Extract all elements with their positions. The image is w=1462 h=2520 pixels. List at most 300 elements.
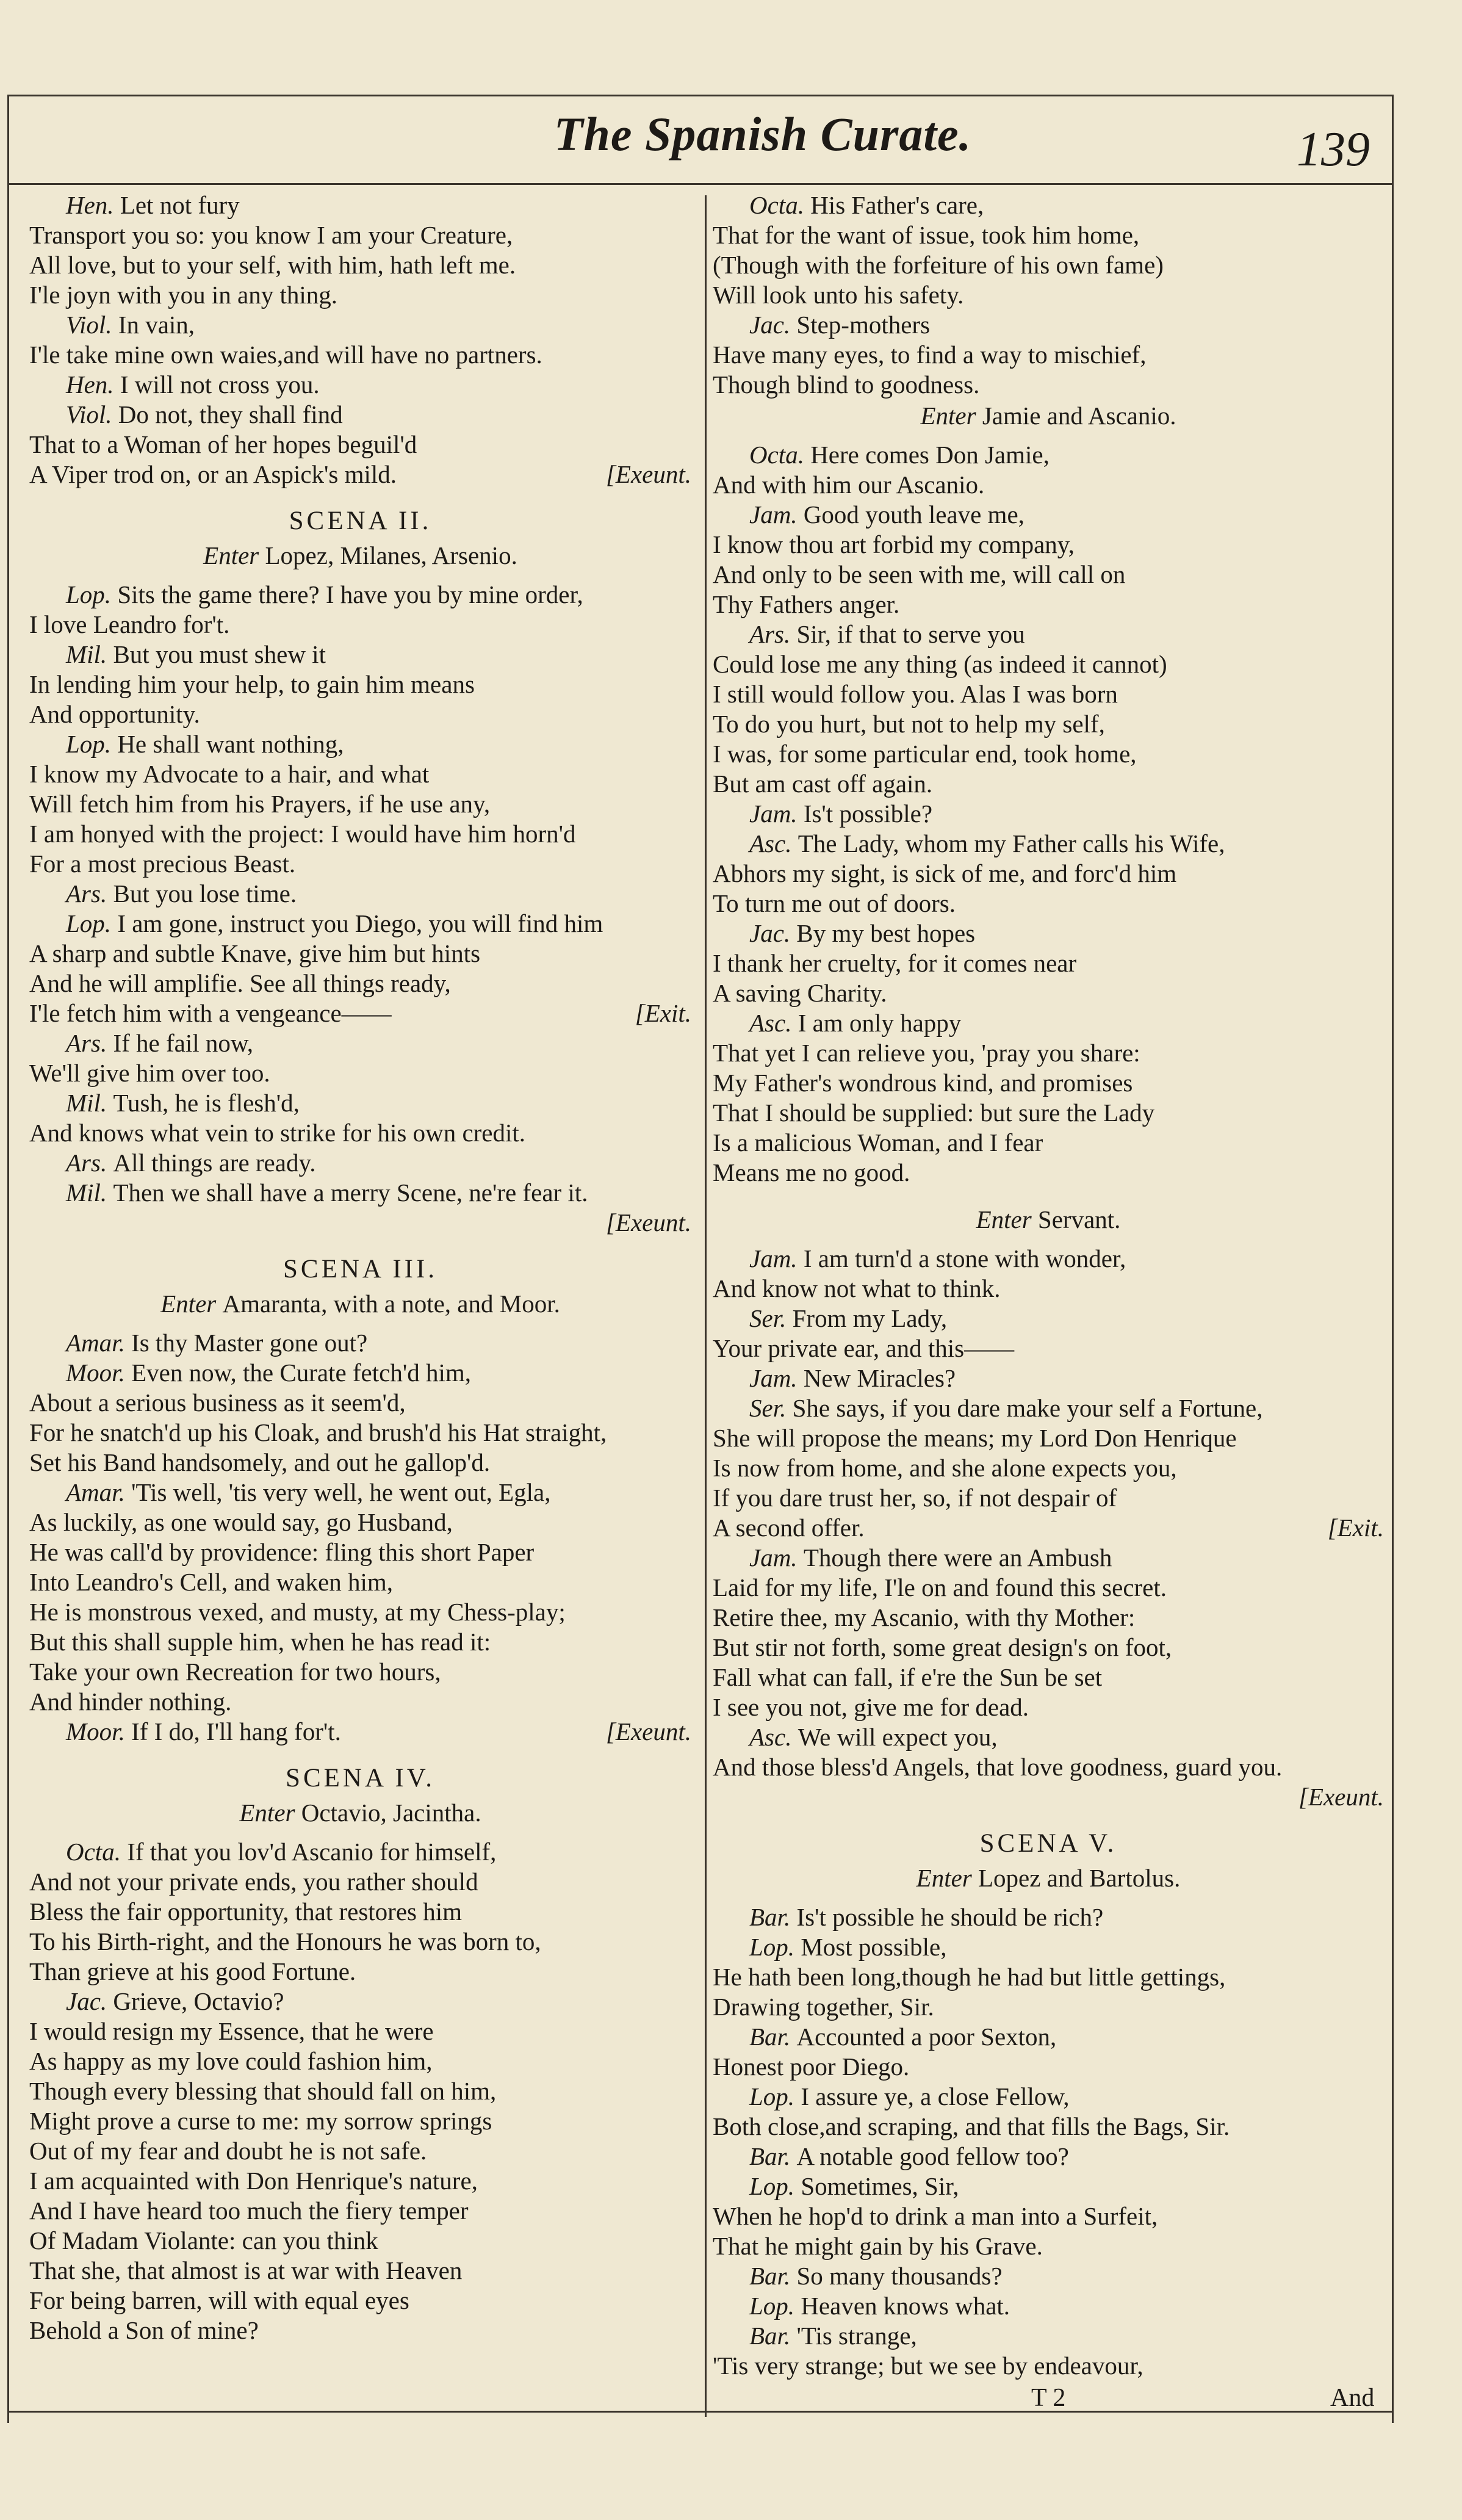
line-text: About a serious business as it seem'd, xyxy=(29,1388,406,1417)
verse-line xyxy=(713,250,1384,280)
verse-line xyxy=(713,2351,1384,2381)
line-text: Will fetch him from his Prayers, if he use any, xyxy=(29,790,491,818)
line-text: Here comes Don Jamie, xyxy=(810,441,1050,469)
speaker-name: Asc. xyxy=(749,1009,798,1037)
verse-line xyxy=(713,679,1384,709)
verse-line xyxy=(713,560,1384,590)
line-text: Even now, the Curate fetch'd him, xyxy=(131,1359,472,1387)
line-text: Into Leandro's Cell, and waken him, xyxy=(29,1568,394,1596)
verse-line xyxy=(29,430,691,460)
verse-line xyxy=(29,2106,691,2136)
line-text: Fall what can fall, if e're the Sun be set xyxy=(713,1663,1103,1691)
line-text: I am honyed with the project: I would have him horn'd xyxy=(29,820,576,848)
verse-line xyxy=(713,1692,1384,1722)
line-text: Laid for my life, I'le on and found this secret. xyxy=(713,1573,1167,1601)
line-text: I am acquainted with Don Henrique's nature, xyxy=(29,2167,478,2195)
line-text: Your private ear, and this—— xyxy=(713,1334,1015,1362)
line-text: As happy as my love could fashion him, xyxy=(29,2047,433,2075)
line-text: That for the want of issue, took him home, xyxy=(713,221,1140,249)
page-number: 139 xyxy=(1297,123,1370,176)
speaker-name: Bar. xyxy=(749,1903,797,1931)
line-text: And knows what vein to strike for his own credit. xyxy=(29,1119,526,1147)
right-column xyxy=(713,190,1384,2381)
speaker-name: Ser. xyxy=(749,1304,793,1332)
verse-line xyxy=(713,1068,1384,1098)
catchword: And xyxy=(1330,2384,1375,2412)
line-text: Out of my fear and doubt he is not safe. xyxy=(29,2137,427,2165)
line-text: But am cast off again. xyxy=(713,770,933,798)
verse-line xyxy=(713,470,1384,500)
verse-line xyxy=(713,1008,1384,1038)
line-text: I know my Advocate to a hair, and what xyxy=(29,760,430,788)
verse-line xyxy=(713,1453,1384,1483)
line-text: That he might gain by his Grave. xyxy=(713,2232,1043,2260)
line-text: As luckily, as one would say, go Husband, xyxy=(29,1508,453,1536)
line-text: I love Leandro for't. xyxy=(29,610,230,638)
line-text: 'Tis strange, xyxy=(796,2322,917,2350)
line-text: I was, for some particular end, took home, xyxy=(713,740,1137,768)
line-text: If he fail now, xyxy=(113,1029,254,1057)
verse-line xyxy=(713,1423,1384,1453)
verse-line xyxy=(713,649,1384,679)
line-text: I know thou art forbid my company, xyxy=(713,530,1075,558)
footer-rule xyxy=(7,2411,1394,2413)
speaker-name: Lop. xyxy=(749,2172,801,2200)
verse-line xyxy=(713,310,1384,340)
line-text: Most possible, xyxy=(801,1933,947,1961)
line-text: And know not what to think. xyxy=(713,1274,1001,1302)
verse-line xyxy=(713,2201,1384,2231)
scene-heading: SCENA II. xyxy=(289,507,432,535)
verse-line xyxy=(713,2291,1384,2321)
stage-direction xyxy=(29,1797,691,1829)
stage-direction-keyword: Enter xyxy=(920,402,982,430)
speaker-name: Bar. xyxy=(749,2322,797,2350)
spacer xyxy=(713,1188,1384,1204)
line-text: Behold a Son of mine? xyxy=(29,2316,259,2344)
line-text: I am turn'd a stone with wonder, xyxy=(803,1244,1126,1273)
line-text: That yet I can relieve you, 'pray you share: xyxy=(713,1039,1140,1067)
line-text: Honest poor Diego. xyxy=(713,2052,910,2081)
line-text: New Miracles? xyxy=(803,1364,956,1392)
verse-line xyxy=(713,590,1384,619)
exit-direction: [Exeunt. xyxy=(605,1717,691,1746)
line-text: I will not cross you. xyxy=(120,370,320,399)
line-text: Take your own Recreation for two hours, xyxy=(29,1658,441,1686)
verse-line xyxy=(29,789,691,819)
running-title: The Spanish Curate. xyxy=(553,107,972,161)
stage-direction-text: Jamie and Ascanio. xyxy=(982,402,1176,430)
verse-line xyxy=(29,2286,691,2316)
verse-line xyxy=(29,2136,691,2166)
line-text: My Father's wondrous kind, and promises xyxy=(713,1069,1133,1097)
verse-line xyxy=(713,1513,1384,1543)
verse-line xyxy=(29,1328,691,1358)
verse-line xyxy=(29,1448,691,1478)
verse-line xyxy=(29,909,691,939)
verse-line xyxy=(713,1038,1384,1068)
line-text: I thank her cruelty, for it comes near xyxy=(713,949,1077,977)
line-text: He hath been long,though he had but little gettings, xyxy=(713,1963,1226,1991)
verse-line xyxy=(713,2172,1384,2201)
scene-heading: SCENA IV. xyxy=(286,1764,435,1793)
speaker-name: Octa. xyxy=(749,191,811,219)
verse-line xyxy=(713,859,1384,889)
verse-line xyxy=(713,440,1384,470)
verse-line xyxy=(713,1363,1384,1393)
verse-line xyxy=(713,1483,1384,1513)
stage-direction-keyword: Enter xyxy=(916,1864,978,1892)
line-text: All things are ready. xyxy=(113,1149,316,1177)
line-text: Both close,and scraping, and that fills the Bags, Sir. xyxy=(713,2112,1230,2140)
verse-line xyxy=(29,2256,691,2286)
verse-line xyxy=(29,699,691,729)
line-text: If you dare trust her, so, if not despair of xyxy=(713,1484,1117,1512)
stage-direction xyxy=(29,1288,691,1320)
line-text: For a most precious Beast. xyxy=(29,850,296,878)
line-text: I'le joyn with you in any thing. xyxy=(29,281,338,309)
verse-line xyxy=(29,2226,691,2256)
verse-line xyxy=(29,969,691,998)
line-text: Grieve, Octavio? xyxy=(113,1987,284,2015)
line-text: I am only happy xyxy=(798,1009,962,1037)
line-text: Accounted a poor Sexton, xyxy=(796,2023,1057,2051)
line-text: By my best hopes xyxy=(796,919,976,947)
verse-line xyxy=(29,879,691,909)
stage-direction-text: Lopez and Bartolus. xyxy=(978,1864,1181,1892)
speaker-name: Asc. xyxy=(749,1723,798,1751)
verse-line xyxy=(713,1932,1384,1962)
verse-line xyxy=(713,1393,1384,1423)
line-text: Have many eyes, to find a way to mischief, xyxy=(713,341,1147,369)
verse-line xyxy=(713,1663,1384,1692)
verse-line xyxy=(713,1962,1384,1992)
verse-line xyxy=(29,2076,691,2106)
verse-line xyxy=(29,1717,691,1747)
speaker-name: Bar. xyxy=(749,2142,797,2170)
verse-line xyxy=(29,310,691,340)
verse-line xyxy=(29,1148,691,1178)
line-text: I'le fetch him with a vengeance—— xyxy=(29,999,392,1027)
line-text: Good youth leave me, xyxy=(803,500,1024,529)
speaker-name: Ars. xyxy=(66,879,113,908)
speaker-name: Jam. xyxy=(749,1364,804,1392)
verse-line xyxy=(29,1088,691,1118)
speaker-name: Hen. xyxy=(66,191,120,219)
verse-line xyxy=(29,1927,691,1957)
verse-line xyxy=(713,1304,1384,1334)
verse-line xyxy=(29,1567,691,1597)
line-text: In vain, xyxy=(118,311,195,339)
verse-line xyxy=(29,1028,691,1058)
speaker-name: Moor. xyxy=(66,1717,132,1746)
line-text: We'll give him over too. xyxy=(29,1059,270,1087)
speaker-name: Mil. xyxy=(66,1089,113,1117)
verse-line xyxy=(713,340,1384,370)
verse-line xyxy=(29,370,691,400)
verse-line xyxy=(713,978,1384,1008)
verse-line xyxy=(713,919,1384,948)
line-text: 'Tis well, 'tis very well, he went out, Egla, xyxy=(131,1478,551,1506)
line-text: A saving Charity. xyxy=(713,979,887,1007)
speaker-name: Mil. xyxy=(66,1179,113,1207)
verse-line xyxy=(713,799,1384,829)
line-text: Though blind to goodness. xyxy=(713,370,980,399)
verse-line xyxy=(713,1128,1384,1158)
line-text: That to a Woman of her hopes beguil'd xyxy=(29,430,417,458)
verse-line xyxy=(713,190,1384,220)
line-text: I'le take mine own waies,and will have no partners. xyxy=(29,341,542,369)
speaker-name: Ars. xyxy=(66,1149,113,1177)
line-text: Though there were an Ambush xyxy=(803,1543,1112,1572)
verse-line xyxy=(29,1118,691,1148)
verse-line xyxy=(713,1603,1384,1633)
speaker-name: Ars. xyxy=(749,620,797,648)
verse-line xyxy=(29,670,691,699)
line-text: And opportunity. xyxy=(29,700,200,728)
verse-line xyxy=(713,2261,1384,2291)
verse-line xyxy=(713,1992,1384,2022)
line-text: He was call'd by providence: fling this short Paper xyxy=(29,1538,535,1566)
line-text: If I do, I'll hang for't. xyxy=(131,1717,341,1746)
line-text: Let not fury xyxy=(120,191,240,219)
line-text: He is monstrous vexed, and musty, at my Chess-play; xyxy=(29,1598,566,1626)
speaker-name: Hen. xyxy=(66,370,120,399)
line-text: And I have heard too much the fiery temper xyxy=(29,2197,469,2225)
left-column xyxy=(29,190,691,2345)
exit-direction: [Exit. xyxy=(1327,1514,1384,1542)
speaker-name: Jac. xyxy=(749,311,797,339)
verse-line xyxy=(713,2022,1384,2052)
line-text: And not your private ends, you rather should xyxy=(29,1868,478,1896)
line-text: Set his Band handsomely, and out he gallop'd. xyxy=(29,1448,491,1476)
verse-line xyxy=(29,1178,691,1208)
speaker-name: Viol. xyxy=(66,400,118,428)
verse-line xyxy=(713,1573,1384,1603)
line-text: That she, that almost is at war with Heaven xyxy=(29,2256,463,2284)
verse-line xyxy=(713,2052,1384,2082)
line-text: A notable good fellow too? xyxy=(796,2142,1069,2170)
scene-heading: SCENA III. xyxy=(283,1255,438,1283)
line-text: For he snatch'd up his Cloak, and brush'd his Hat straight, xyxy=(29,1418,607,1446)
stage-direction xyxy=(713,1862,1384,1894)
verse-line xyxy=(713,2321,1384,2351)
verse-line xyxy=(713,709,1384,739)
line-text: All love, but to your self, with him, hath left me. xyxy=(29,251,516,279)
verse-line xyxy=(29,998,691,1028)
verse-line xyxy=(29,939,691,969)
line-text: I am gone, instruct you Diego, you will find him xyxy=(117,909,603,937)
verse-line xyxy=(29,1388,691,1418)
stage-direction-keyword: Enter xyxy=(160,1290,223,1318)
verse-line xyxy=(713,1722,1384,1752)
verse-line xyxy=(29,2196,691,2226)
verse-line xyxy=(29,759,691,789)
verse-line xyxy=(29,2316,691,2345)
verse-line xyxy=(29,580,691,610)
stage-direction-keyword: Enter xyxy=(976,1205,1038,1233)
verse-line xyxy=(713,2142,1384,2172)
verse-line xyxy=(713,500,1384,530)
speaker-name: Jam. xyxy=(749,500,804,529)
speaker-name: Viol. xyxy=(66,311,118,339)
verse-line xyxy=(713,2082,1384,2112)
verse-line xyxy=(713,1274,1384,1304)
verse-line xyxy=(29,2016,691,2046)
line-text: Step-mothers xyxy=(796,311,931,339)
verse-line xyxy=(29,280,691,310)
verse-line xyxy=(29,849,691,879)
verse-line xyxy=(29,1597,691,1627)
stage-direction-keyword: Enter xyxy=(203,541,265,569)
line-text: And those bless'd Angels, that love goodness, guard you. xyxy=(713,1753,1283,1781)
verse-line xyxy=(713,1244,1384,1274)
line-text: Retire thee, my Ascanio, with thy Mother: xyxy=(713,1603,1136,1631)
line-text: Do not, they shall find xyxy=(118,400,343,428)
verse-line xyxy=(29,729,691,759)
stage-direction-text: Amaranta, with a note, and Moor. xyxy=(222,1290,560,1318)
line-text: Then we shall have a merry Scene, ne're fear it. xyxy=(113,1179,588,1207)
speaker-name: Octa. xyxy=(749,441,811,469)
line-text: If that you lov'd Ascanio for himself, xyxy=(127,1838,497,1866)
verse-line xyxy=(713,1334,1384,1363)
exit-direction: [Exit. xyxy=(635,999,691,1027)
verse-line xyxy=(29,1687,691,1717)
speaker-name: Amar. xyxy=(66,1478,132,1506)
verse-line xyxy=(29,1897,691,1927)
stage-direction-text: Servant. xyxy=(1037,1205,1121,1233)
line-text: 'Tis very strange; but we see by endeavour, xyxy=(713,2352,1143,2380)
line-text: To do you hurt, but not to help my self, xyxy=(713,710,1105,738)
line-text: When he hop'd to drink a man into a Surfeit, xyxy=(713,2202,1158,2230)
speaker-name: Lop. xyxy=(749,1933,801,1961)
line-text: Transport you so: you know I am your Creature, xyxy=(29,221,513,249)
speaker-name: Amar. xyxy=(66,1329,132,1357)
line-text: She will propose the means; my Lord Don Henrique xyxy=(713,1424,1237,1452)
line-text: Heaven knows what. xyxy=(801,2292,1010,2320)
line-text: Of Madam Violante: can you think xyxy=(29,2226,378,2255)
speaker-name: Mil. xyxy=(66,640,113,668)
line-text: I assure ye, a close Fellow, xyxy=(801,2082,1070,2110)
speaker-name: Jam. xyxy=(749,1244,804,1273)
exit-direction: [Exeunt. xyxy=(605,460,691,488)
line-text: And only to be seen with me, will call on xyxy=(713,560,1126,588)
line-text: (Though with the forfeiture of his own fame) xyxy=(713,251,1164,279)
line-text: A Viper trod on, or an Aspick's mild. xyxy=(29,460,397,488)
verse-line xyxy=(29,1867,691,1897)
line-text: Is now from home, and she alone expects you, xyxy=(713,1454,1177,1482)
line-text: To his Birth-right, and the Honours he was born to, xyxy=(29,1927,541,1955)
speaker-name: Jam. xyxy=(749,800,804,828)
verse-line xyxy=(29,1657,691,1687)
verse-line xyxy=(713,619,1384,649)
line-text: And with him our Ascanio. xyxy=(713,471,985,499)
line-text: But you must shew it xyxy=(113,640,326,668)
verse-line xyxy=(29,819,691,849)
line-text: Is thy Master gone out? xyxy=(131,1329,368,1357)
line-text: Than grieve at his good Fortune. xyxy=(29,1957,356,1985)
verse-line xyxy=(29,1837,691,1867)
verse-line xyxy=(29,340,691,370)
line-text: In lending him your help, to gain him means xyxy=(29,670,475,698)
verse-line xyxy=(713,1902,1384,1932)
speaker-name: Lop. xyxy=(66,730,118,758)
line-text: But you lose time. xyxy=(113,879,297,908)
stage-direction-text: Octavio, Jacintha. xyxy=(301,1799,481,1827)
verse-line xyxy=(29,1418,691,1448)
line-text: Is't possible he should be rich? xyxy=(796,1903,1104,1931)
speaker-name: Lop. xyxy=(749,2292,801,2320)
line-text: Could lose me any thing (as indeed it cannot) xyxy=(713,650,1167,678)
verse-line xyxy=(713,220,1384,250)
exit-direction: [Exeunt. xyxy=(1298,1783,1384,1811)
stage-direction xyxy=(713,400,1384,431)
signature-mark: T 2 xyxy=(1031,2384,1066,2412)
line-text: Sits the game there? I have you by mine order, xyxy=(117,580,583,608)
line-text: I would resign my Essence, that he were xyxy=(29,2017,434,2045)
line-text: Thy Fathers anger. xyxy=(713,590,900,618)
verse-line xyxy=(29,640,691,670)
speaker-name: Bar. xyxy=(749,2262,797,2290)
verse-line xyxy=(29,1478,691,1507)
speaker-name: Asc. xyxy=(749,829,798,857)
verse-line xyxy=(29,1358,691,1388)
speaker-name: Lop. xyxy=(66,580,118,608)
line-text: And he will amplifie. See all things ready, xyxy=(29,969,451,997)
verse-line xyxy=(713,1098,1384,1128)
stage-direction xyxy=(713,1204,1384,1235)
line-text: But this shall supple him, when he has read it: xyxy=(29,1628,491,1656)
verse-line xyxy=(29,1507,691,1537)
verse-line xyxy=(29,2046,691,2076)
line-text: I see you not, give me for dead. xyxy=(713,1693,1029,1721)
verse-line xyxy=(713,829,1384,859)
verse-line xyxy=(713,2112,1384,2142)
verse-line xyxy=(713,1543,1384,1573)
line-text: She says, if you dare make your self a Fortune, xyxy=(792,1394,1263,1422)
line-text: The Lady, whom my Father calls his Wife, xyxy=(798,829,1225,857)
verse-line xyxy=(713,1633,1384,1663)
line-text: Is't possible? xyxy=(803,800,933,828)
speaker-name: Bar. xyxy=(749,2023,797,2051)
line-text: But stir not forth, some great design's on foot, xyxy=(713,1633,1172,1661)
line-text: And hinder nothing. xyxy=(29,1688,232,1716)
exit-direction: [Exeunt. xyxy=(605,1208,691,1237)
verse-line xyxy=(29,1627,691,1657)
verse-line xyxy=(713,1752,1384,1782)
stage-direction-text: Lopez, Milanes, Arsenio. xyxy=(265,541,517,569)
verse-line xyxy=(29,1208,691,1238)
line-text: We will expect you, xyxy=(798,1723,998,1751)
line-text: Drawing together, Sir. xyxy=(713,1993,934,2021)
line-text: So many thousands? xyxy=(796,2262,1003,2290)
speaker-name: Jac. xyxy=(749,919,797,947)
speaker-name: Jam. xyxy=(749,1543,804,1572)
line-text: Might prove a curse to me: my sorrow springs xyxy=(29,2107,492,2135)
verse-line xyxy=(29,250,691,280)
verse-line xyxy=(713,530,1384,560)
line-text: To turn me out of doors. xyxy=(713,889,956,917)
line-text: His Father's care, xyxy=(810,191,984,219)
line-text: Sir, if that to serve you xyxy=(796,620,1025,648)
line-text: A sharp and subtle Knave, give him but hints xyxy=(29,939,481,967)
line-text: That I should be supplied: but sure the Lady xyxy=(713,1099,1155,1127)
line-text: I still would follow you. Alas I was born xyxy=(713,680,1118,708)
verse-line xyxy=(29,1058,691,1088)
verse-line xyxy=(29,460,691,489)
stage-direction-keyword: Enter xyxy=(239,1799,301,1827)
line-text: Will look unto his safety. xyxy=(713,281,964,309)
